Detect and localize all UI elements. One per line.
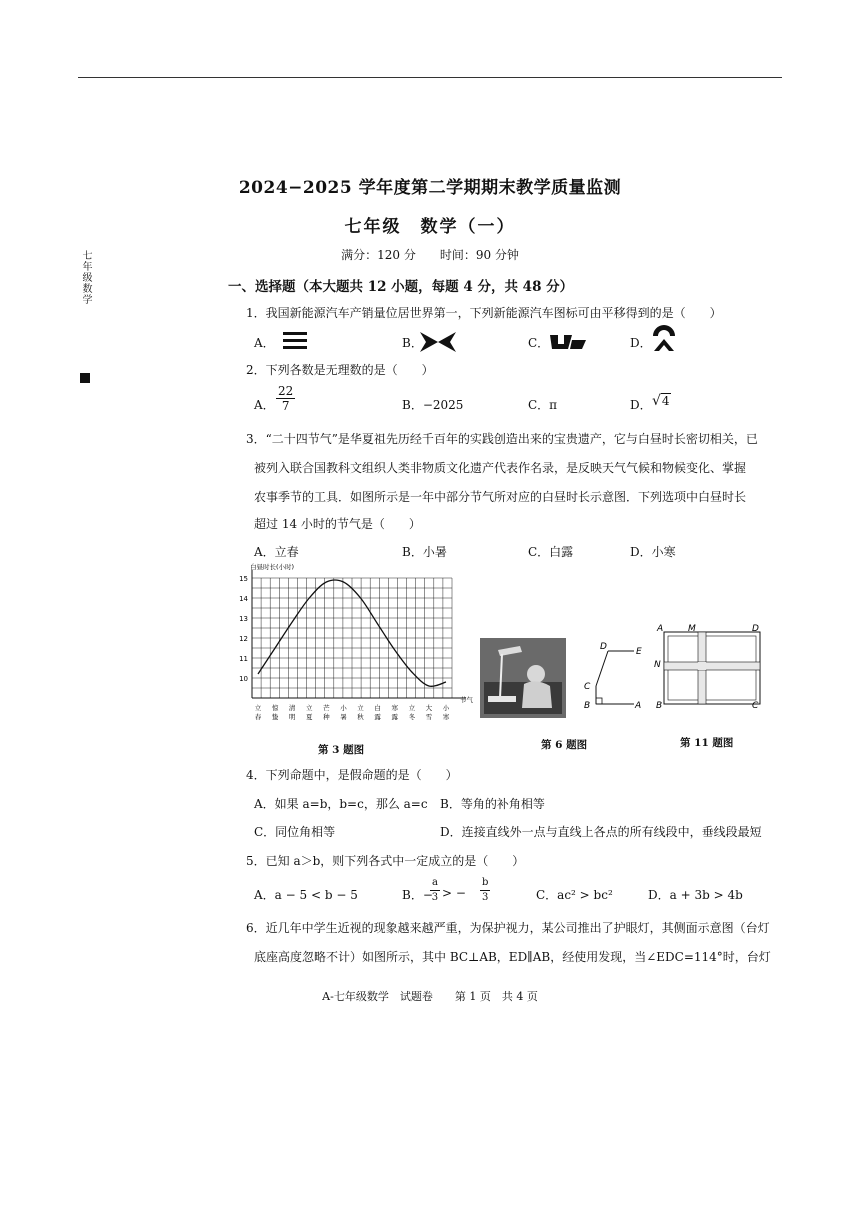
exam-subtitle: 七年级 数学（一） bbox=[344, 217, 516, 237]
x-tick-label: 立 bbox=[254, 704, 262, 712]
logo-b-icon bbox=[418, 330, 458, 354]
q3-line-4: 超过 14 小时的节气是（ ） bbox=[254, 517, 421, 531]
x-tick-label: 立 bbox=[357, 704, 364, 712]
logo-c-icon bbox=[548, 332, 588, 352]
x-tick-label: 露 bbox=[391, 713, 398, 721]
point-e-label: E bbox=[636, 647, 642, 657]
q1-stem: 1．我国新能源汽车产销量位居世界第一，下列新能源汽车图标可由平移得到的是（ ） bbox=[246, 306, 722, 320]
q3-options bbox=[254, 543, 774, 561]
x-tick-label: 种 bbox=[323, 713, 330, 721]
q2-option-a-fraction bbox=[276, 384, 295, 413]
point-d-label: D bbox=[752, 624, 759, 634]
lamp-photo-icon bbox=[480, 638, 566, 718]
x-tick-label: 小 bbox=[442, 704, 450, 712]
point-m-label: M bbox=[688, 624, 696, 634]
x-tick-label: 白 bbox=[374, 704, 381, 712]
fraction-denominator: 3 bbox=[431, 892, 439, 903]
x-tick-label: 雪 bbox=[425, 713, 433, 721]
exam-title: 2024−2025 学年度第二学期期末教学质量监测 bbox=[238, 178, 622, 198]
y-tick-label: 10 bbox=[239, 675, 248, 683]
y-tick-label: 14 bbox=[239, 595, 248, 603]
y-axis-label: 白昼时长(小时) bbox=[250, 563, 295, 571]
x-tick-label: 蛰 bbox=[271, 713, 279, 721]
q1-option-b: B． bbox=[402, 336, 423, 350]
fraction-denominator: 3 bbox=[482, 892, 489, 903]
x-tick-label: 清 bbox=[288, 704, 296, 712]
x-tick-label: 立 bbox=[306, 704, 313, 712]
y-tick-label: 13 bbox=[239, 615, 248, 623]
x-tick-label: 明 bbox=[288, 713, 296, 721]
q2-option-d: D． bbox=[630, 398, 652, 412]
x-tick-label: 春 bbox=[254, 713, 262, 721]
fig6-caption: 第 6 题图 bbox=[541, 739, 588, 751]
x-tick-label: 露 bbox=[374, 713, 381, 721]
x-tick-label: 小 bbox=[340, 704, 347, 712]
point-b-label: B bbox=[584, 701, 591, 711]
margin-marker bbox=[80, 373, 90, 383]
x-tick-label: 夏 bbox=[306, 713, 313, 721]
q4-option-c: C．同位角相等 bbox=[254, 825, 336, 839]
x-tick-label: 寒 bbox=[442, 713, 450, 721]
daylight-chart bbox=[234, 562, 473, 734]
point-c-label: C bbox=[752, 701, 759, 711]
fraction-numerator: a bbox=[430, 876, 440, 891]
point-b-label: B bbox=[656, 701, 663, 711]
sqrt-radicand: 4 bbox=[661, 394, 670, 408]
x-tick-label: 惊 bbox=[271, 704, 279, 712]
x-tick-label: 秋 bbox=[357, 713, 364, 721]
fig11-diagram bbox=[652, 622, 768, 712]
q5-b-fraction-2 bbox=[480, 876, 490, 905]
q3-option-a: A．立春 bbox=[254, 545, 299, 559]
sqrt-expression bbox=[652, 393, 671, 409]
logo-d-icon bbox=[650, 324, 678, 354]
y-tick-label: 12 bbox=[239, 635, 248, 643]
q3-option-d: D．小寒 bbox=[630, 545, 676, 559]
point-d-label: D bbox=[600, 642, 607, 652]
q2-option-b: B．−2025 bbox=[402, 398, 464, 412]
q6-line-1: 6．近几年中学生近视的现象越来越严重，为保护视力，某公司推出了护眼灯，其侧面示意图（台灯 bbox=[246, 921, 770, 935]
fraction-numerator: b bbox=[480, 876, 490, 891]
q5-option-b-prefix: B．− bbox=[402, 888, 433, 902]
fig6-diagram bbox=[578, 636, 648, 718]
section-heading: 一、选择题（本大题共 12 小题，每题 4 分，共 48 分） bbox=[228, 279, 574, 295]
q5-stem: 5．已知 a＞b，则下列各式中一定成立的是（ ） bbox=[246, 854, 525, 868]
q2-option-a: A． bbox=[254, 398, 275, 412]
q1-option-d: D． bbox=[630, 336, 652, 350]
q3-line-2: 被列入联合国教科文组织人类非物质文化遗产代表作名录，是反映天气气候和物候变化、掌握 bbox=[254, 461, 747, 475]
q4-stem: 4．下列命题中，是假命题的是（ ） bbox=[246, 768, 458, 782]
top-rule bbox=[78, 77, 782, 78]
point-n-label: N bbox=[654, 660, 661, 670]
q2-option-c: C．π bbox=[528, 398, 558, 412]
fraction-denominator: 7 bbox=[281, 399, 290, 413]
sqrt-icon: √ bbox=[652, 393, 661, 409]
q5-options bbox=[254, 876, 774, 910]
q5-option-b-mid: > − bbox=[442, 886, 466, 900]
q1-option-c: C． bbox=[528, 336, 550, 350]
x-tick-label: 寒 bbox=[391, 704, 398, 712]
q4-option-b: B．等角的补角相等 bbox=[440, 797, 545, 811]
fig6-photo bbox=[480, 638, 566, 718]
x-tick-label: 大 bbox=[425, 704, 433, 712]
q3-line-1: 3．“二十四节气”是华夏祖先历经千百年的实践创造出来的宝贵遗产，它与白昼时长密切相关，已 bbox=[246, 432, 758, 446]
q3-line-3: 农事季节的工具．如图所示是一年中部分节气所对应的白昼时长示意图．下列选项中白昼时长 bbox=[254, 490, 747, 504]
point-a-label: A bbox=[657, 624, 664, 634]
q3-option-b: B．小暑 bbox=[402, 545, 447, 559]
fraction-numerator: 22 bbox=[278, 384, 294, 398]
fig11-caption: 第 11 题图 bbox=[680, 737, 734, 749]
y-tick-label: 15 bbox=[239, 575, 248, 583]
q5-option-c: C．ac² > bc² bbox=[536, 888, 613, 902]
q1-options bbox=[254, 330, 774, 356]
x-tick-label: 立 bbox=[408, 704, 416, 712]
q1-option-a: A． bbox=[254, 336, 275, 350]
point-c-label: C bbox=[584, 682, 591, 692]
q4-option-d: D．连接直线外一点与直线上各点的所有线段中，垂线段最短 bbox=[440, 825, 762, 839]
y-tick-label: 11 bbox=[239, 655, 248, 663]
x-tick-label: 冬 bbox=[408, 713, 416, 721]
x-axis-label: 节气 bbox=[460, 696, 473, 704]
q4-option-a: A．如果 a=b，b=c，那么 a=c bbox=[254, 797, 428, 811]
q6-line-2: 底座高度忽略不计）如图所示，其中 BC⊥AB，ED∥AB，经使用发现，当∠EDC=114°时，台灯 bbox=[254, 950, 771, 964]
point-a-label: A bbox=[635, 701, 642, 711]
q5-option-d: D．a + 3b > 4b bbox=[648, 888, 743, 902]
exam-meta: 满分：120 分 时间：90 分钟 bbox=[341, 248, 519, 262]
q2-stem: 2．下列各数是无理数的是（ ） bbox=[246, 363, 434, 377]
x-tick-label: 芒 bbox=[323, 704, 330, 712]
x-tick-label: 暑 bbox=[340, 713, 347, 721]
page-footer: A-七年级数学 试题卷 第 1 页 共 4 页 bbox=[322, 990, 538, 1003]
q2-options bbox=[254, 384, 774, 422]
fig3-caption: 第 3 题图 bbox=[318, 744, 365, 756]
side-label: 七年级数学 bbox=[80, 250, 91, 305]
q5-b-fraction-1 bbox=[430, 876, 440, 905]
q5-option-a: A．a − 5 < b − 5 bbox=[254, 888, 358, 902]
q3-option-c: C．白露 bbox=[528, 545, 574, 559]
logo-a-icon bbox=[282, 330, 308, 352]
